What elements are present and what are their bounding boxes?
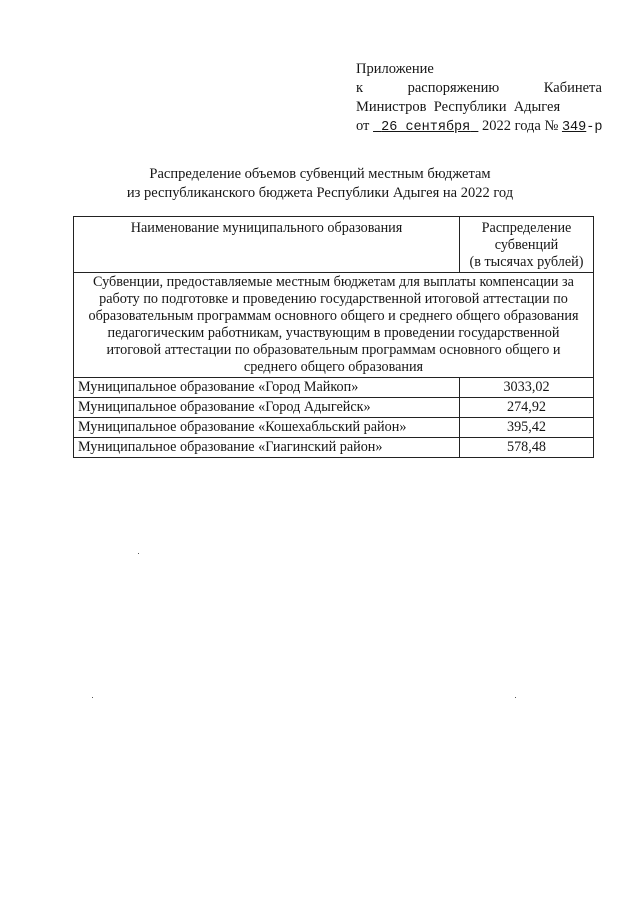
year-text: 2022 года № [482,118,559,134]
table-row [74,438,594,458]
row-value: 395,42 [460,418,594,438]
header-municipality: Наименование муниципального образования [74,217,460,273]
row-name: Муниципальное образование «Кошехабльский район» [74,418,460,438]
appendix-k: к [356,80,364,96]
table-row [74,398,594,418]
group-label: Субвенции, предоставляемые местным бюджетам для выплаты компенсации за работу по подготовке и проведению государственной итоговой аттестации по образовательным программам основного общего и среднего общего образования педагогическим работникам, участвующим в проведении государственной итоговой аттестации по образовательным программам основного общего и среднего общего образования [74,273,594,378]
subventions-table [73,216,594,458]
table-header-row [74,217,594,273]
order-number [562,120,603,135]
order-number-suffix: -р [586,120,603,135]
appendix-line-order [356,79,602,98]
row-name: Муниципальное образование «Гиагинский район» [74,438,460,458]
row-value: 578,48 [460,438,594,458]
date-value: 26 сентября [381,120,471,135]
header-distribution: Распределение субвенций (в тысячах рублей) [460,217,594,273]
scan-speck [138,553,139,554]
order-number-value: 349 [561,120,587,135]
appendix-block [356,60,602,137]
appendix-title: Приложение [356,61,434,77]
row-value: 274,92 [460,398,594,418]
row-value: 3033,02 [460,378,594,398]
document-title [0,165,640,203]
row-name: Муниципальное образование «Город Майкоп» [74,378,460,398]
table-row [74,378,594,398]
table-group-row [74,273,594,378]
appendix-order-word: распоряжению [407,80,500,96]
appendix-date-line [356,117,602,137]
table-row [74,418,594,438]
date-prefix: от [356,118,370,134]
appendix-ministers: Министров Республики Адыгея [356,99,561,115]
appendix-cabinet: Кабинета [543,80,602,96]
title-line-1: Распределение объемов субвенций местным бюджетам [149,166,491,182]
scan-speck [92,697,93,698]
title-line-2: из республиканского бюджета Республики Адыгея на 2022 год [126,185,514,201]
row-name: Муниципальное образование «Город Адыгейск» [74,398,460,418]
scan-speck [515,697,516,698]
